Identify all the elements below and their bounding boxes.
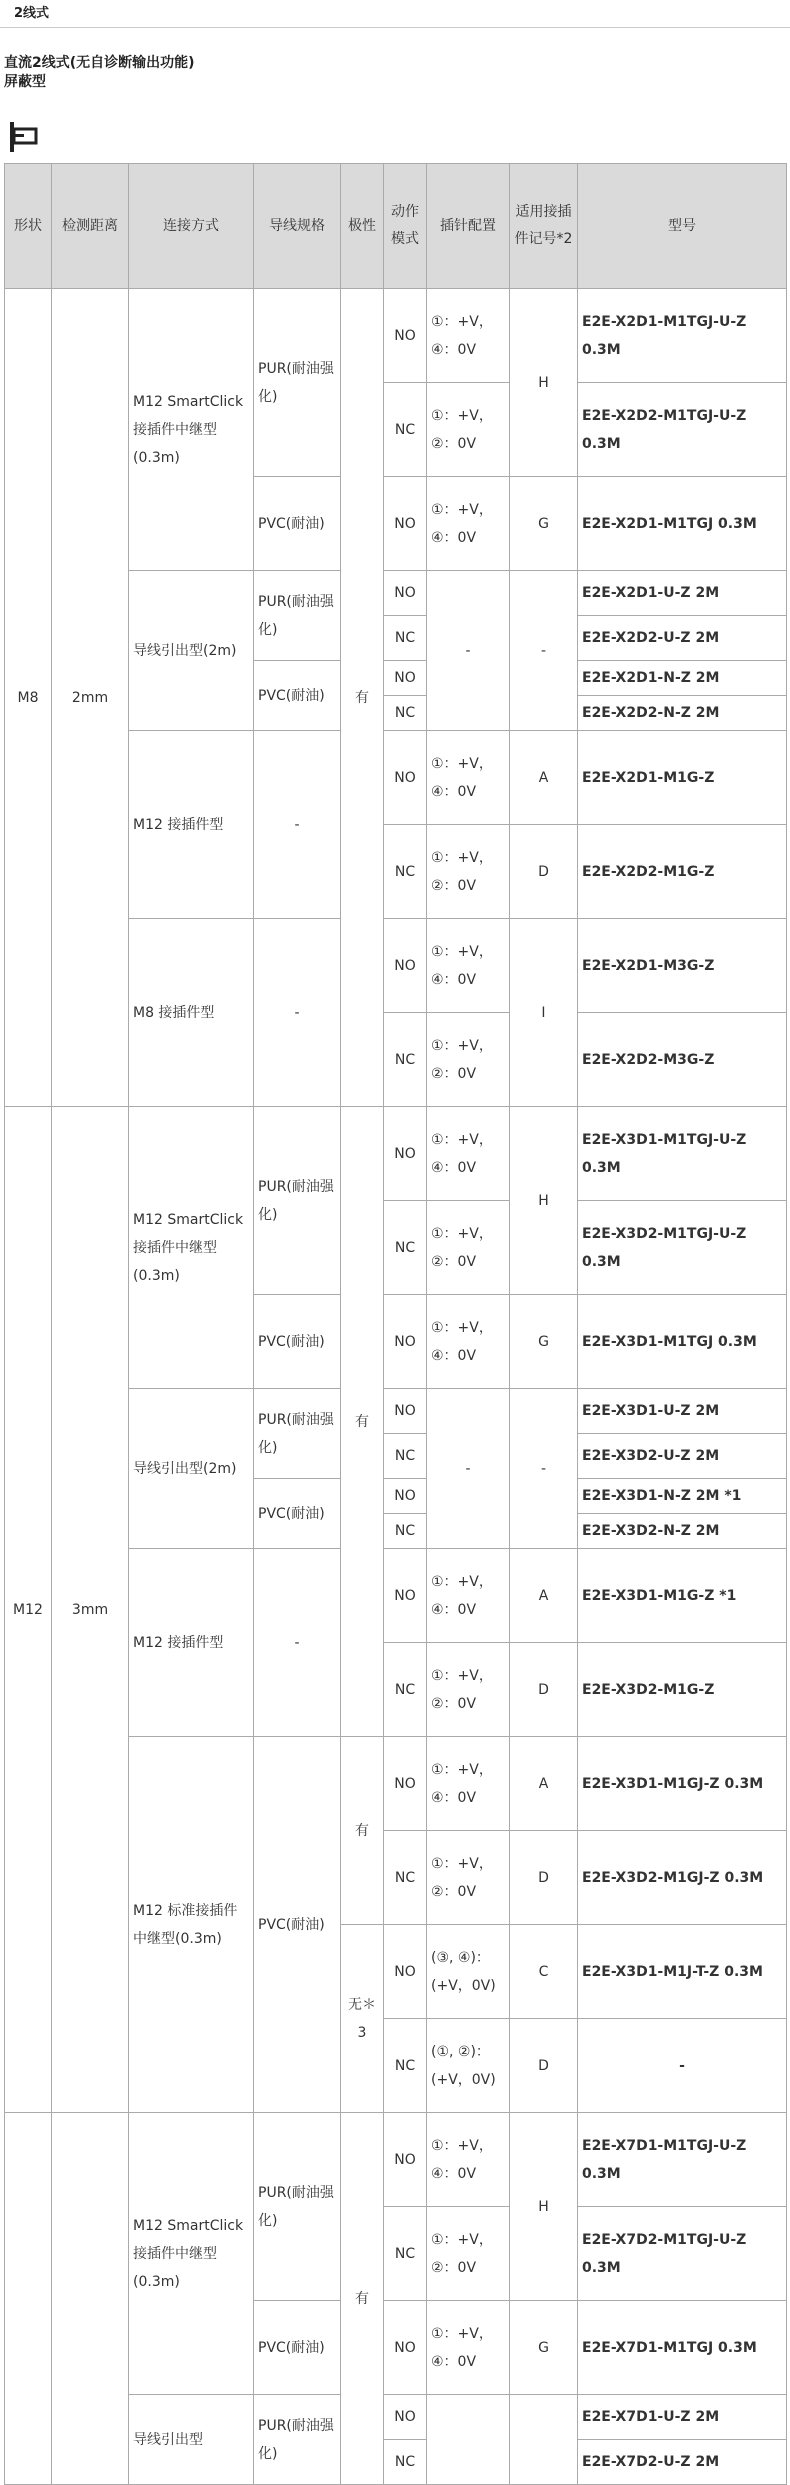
model-cell: E2E-X3D1-M1TGJ-U-Z 0.3M [578, 1107, 787, 1201]
header-cable: 导线规格 [254, 164, 341, 289]
pin-cell: ①：+V，④：0V [427, 2301, 510, 2395]
model-cell: E2E-X3D2-U-Z 2M [578, 1434, 787, 1479]
connection-cell: M12 接插件型 [129, 1549, 254, 1737]
pin-cell: (③, ④)：(+V，0V) [427, 1925, 510, 2019]
pin-cell: ①：+V，④：0V [427, 1549, 510, 1643]
pin-cell: ①：+V，②：0V [427, 1831, 510, 1925]
cable-cell: PVC(耐油) [254, 477, 341, 571]
connection-cell: M12 标准接插件中继型(0.3m) [129, 1737, 254, 2113]
mark-cell: A [510, 1737, 578, 1831]
mode-cell: NO [384, 2113, 427, 2207]
model-cell: E2E-X3D1-M1G-Z *1 [578, 1549, 787, 1643]
header-connection: 连接方式 [129, 164, 254, 289]
mode-cell: NO [384, 2301, 427, 2395]
mark-cell: C [510, 1925, 578, 2019]
heading-divider [0, 27, 790, 28]
pin-cell: ①：+V，④：0V [427, 289, 510, 383]
pin-cell: ①：+V，④：0V [427, 2113, 510, 2207]
mark-cell: G [510, 477, 578, 571]
mode-cell: NC [384, 2207, 427, 2301]
mark-cell: - [510, 571, 578, 731]
mode-cell: NC [384, 1434, 427, 1479]
mark-cell: D [510, 2019, 578, 2113]
mode-cell: NO [384, 919, 427, 1013]
distance-cell: 3mm [52, 1107, 129, 2113]
model-cell: E2E-X3D1-N-Z 2M *1 [578, 1479, 787, 1514]
connection-cell: M12 接插件型 [129, 731, 254, 919]
mode-cell: NO [384, 661, 427, 696]
cable-cell: PVC(耐油) [254, 1737, 341, 2113]
model-cell: E2E-X7D1-M1TGJ 0.3M [578, 2301, 787, 2395]
mode-cell: NO [384, 571, 427, 616]
model-cell: E2E-X2D2-M3G-Z [578, 1013, 787, 1107]
model-cell: E2E-X2D1-N-Z 2M [578, 661, 787, 696]
mark-cell: D [510, 825, 578, 919]
mark-cell [510, 2395, 578, 2485]
mark-cell: D [510, 1831, 578, 1925]
model-cell: E2E-X3D1-M1J-T-Z 0.3M [578, 1925, 787, 2019]
shape-cell: M12 [5, 1107, 52, 2113]
mode-cell: NO [384, 731, 427, 825]
cable-cell: PVC(耐油) [254, 1295, 341, 1389]
distance-cell [52, 2113, 129, 2485]
cable-cell: PUR(耐油强化) [254, 289, 341, 477]
connection-cell: M12 SmartClick接插件中继型(0.3m) [129, 289, 254, 571]
shielded-sensor-icon [6, 120, 42, 158]
model-cell: E2E-X3D1-U-Z 2M [578, 1389, 787, 1434]
mark-cell: H [510, 2113, 578, 2301]
pin-cell: ①：+V，②：0V [427, 2207, 510, 2301]
model-cell: E2E-X7D2-U-Z 2M [578, 2440, 787, 2485]
mode-cell: NC [384, 1643, 427, 1737]
cable-cell: PUR(耐油强化) [254, 1389, 341, 1479]
cable-cell: PUR(耐油强化) [254, 2113, 341, 2301]
connection-cell: M12 SmartClick接插件中继型(0.3m) [129, 1107, 254, 1389]
mode-cell: NC [384, 1013, 427, 1107]
connection-cell: 导线引出型 [129, 2395, 254, 2485]
pin-cell: ①：+V，④：0V [427, 1295, 510, 1389]
model-cell: E2E-X7D1-M1TGJ-U-Z 0.3M [578, 2113, 787, 2207]
subtitle-type: 直流2线式(无自诊断输出功能) [4, 55, 195, 71]
mode-cell: NO [384, 477, 427, 571]
mark-cell: H [510, 1107, 578, 1295]
model-cell: E2E-X2D1-M1TGJ 0.3M [578, 477, 787, 571]
model-cell: E2E-X2D2-M1TGJ-U-Z 0.3M [578, 383, 787, 477]
mode-cell: NC [384, 825, 427, 919]
model-cell: E2E-X2D1-M3G-Z [578, 919, 787, 1013]
pin-cell: ①：+V，②：0V [427, 383, 510, 477]
shape-cell: M8 [5, 289, 52, 1107]
mark-cell: H [510, 289, 578, 477]
cable-cell: - [254, 1549, 341, 1737]
cable-cell: PUR(耐油强化) [254, 1107, 341, 1295]
mode-cell: NO [384, 1107, 427, 1201]
cable-cell: PVC(耐油) [254, 2301, 341, 2395]
header-mark: 适用接插件记号*2 [510, 164, 578, 289]
section-heading: 2线式 [14, 6, 50, 21]
mark-cell: A [510, 1549, 578, 1643]
mode-cell: NC [384, 2440, 427, 2485]
pin-cell: - [427, 1389, 510, 1549]
model-cell: E2E-X3D1-M1GJ-Z 0.3M [578, 1737, 787, 1831]
header-pin: 插针配置 [427, 164, 510, 289]
table-row [5, 1107, 787, 1201]
pin-cell [427, 2395, 510, 2485]
mode-cell: NC [384, 2019, 427, 2113]
connection-cell: 导线引出型(2m) [129, 571, 254, 731]
cable-cell: PUR(耐油强化) [254, 2395, 341, 2485]
mark-cell: A [510, 731, 578, 825]
header-model: 型号 [578, 164, 787, 289]
polarity-cell: 有 [341, 1107, 384, 1737]
mode-cell: NC [384, 1201, 427, 1295]
mode-cell: NO [384, 1389, 427, 1434]
model-cell: E2E-X2D1-M1TGJ-U-Z 0.3M [578, 289, 787, 383]
mode-cell: NO [384, 1479, 427, 1514]
mode-cell: NO [384, 289, 427, 383]
pin-cell: ①：+V，④：0V [427, 1737, 510, 1831]
pin-cell: ①：+V，④：0V [427, 919, 510, 1013]
mark-cell: G [510, 2301, 578, 2395]
pin-cell: ①：+V，②：0V [427, 1201, 510, 1295]
header-polarity: 极性 [341, 164, 384, 289]
mode-cell: NC [384, 383, 427, 477]
connection-cell: M12 SmartClick接插件中继型(0.3m) [129, 2113, 254, 2395]
model-cell: E2E-X3D1-M1TGJ 0.3M [578, 1295, 787, 1389]
table-header-row [5, 164, 787, 289]
mode-cell: NC [384, 696, 427, 731]
mode-cell: NC [384, 1831, 427, 1925]
header-distance: 检测距离 [52, 164, 129, 289]
pin-cell: ①：+V，④：0V [427, 1107, 510, 1201]
pin-cell: ①：+V，④：0V [427, 731, 510, 825]
pin-cell: ①：+V，②：0V [427, 1643, 510, 1737]
model-cell: E2E-X7D1-U-Z 2M [578, 2395, 787, 2440]
mode-cell: NO [384, 1295, 427, 1389]
subtitle-shield: 屏蔽型 [4, 74, 46, 90]
table-row [5, 289, 787, 383]
model-cell: E2E-X2D1-U-Z 2M [578, 571, 787, 616]
mode-cell: NO [384, 1737, 427, 1831]
mark-cell: - [510, 1389, 578, 1549]
cable-cell: PUR(耐油强化) [254, 571, 341, 661]
header-mode: 动作模式 [384, 164, 427, 289]
model-cell: E2E-X3D2-M1TGJ-U-Z 0.3M [578, 1201, 787, 1295]
model-cell: E2E-X2D2-N-Z 2M [578, 696, 787, 731]
mark-cell: I [510, 919, 578, 1107]
shape-cell [5, 2113, 52, 2485]
polarity-cell: 有 [341, 1737, 384, 1925]
model-cell: E2E-X2D2-M1G-Z [578, 825, 787, 919]
polarity-cell: 无＊3 [341, 1925, 384, 2113]
pin-cell: ①：+V，②：0V [427, 1013, 510, 1107]
distance-cell: 2mm [52, 289, 129, 1107]
model-cell: - [578, 2019, 787, 2113]
mode-cell: NO [384, 2395, 427, 2440]
cable-cell: - [254, 919, 341, 1107]
connection-cell: 导线引出型(2m) [129, 1389, 254, 1549]
model-cell: E2E-X2D2-U-Z 2M [578, 616, 787, 661]
model-cell: E2E-X3D2-M1GJ-Z 0.3M [578, 1831, 787, 1925]
pin-cell: ①：+V，④：0V [427, 477, 510, 571]
mode-cell: NC [384, 1514, 427, 1549]
cable-cell: PVC(耐油) [254, 661, 341, 731]
mode-cell: NC [384, 616, 427, 661]
cable-cell: PVC(耐油) [254, 1479, 341, 1549]
mark-cell: G [510, 1295, 578, 1389]
mode-cell: NO [384, 1549, 427, 1643]
table-row [5, 2113, 787, 2207]
mode-cell: NO [384, 1925, 427, 2019]
spec-table [4, 163, 787, 2485]
pin-cell: - [427, 571, 510, 731]
cable-cell: - [254, 731, 341, 919]
polarity-cell: 有 [341, 289, 384, 1107]
pin-cell: ①：+V，②：0V [427, 825, 510, 919]
polarity-cell: 有 [341, 2113, 384, 2485]
pin-cell: (①, ②)：(+V，0V) [427, 2019, 510, 2113]
model-cell: E2E-X3D2-M1G-Z [578, 1643, 787, 1737]
header-shape: 形状 [5, 164, 52, 289]
mark-cell: D [510, 1643, 578, 1737]
model-cell: E2E-X7D2-M1TGJ-U-Z 0.3M [578, 2207, 787, 2301]
model-cell: E2E-X3D2-N-Z 2M [578, 1514, 787, 1549]
model-cell: E2E-X2D1-M1G-Z [578, 731, 787, 825]
connection-cell: M8 接插件型 [129, 919, 254, 1107]
